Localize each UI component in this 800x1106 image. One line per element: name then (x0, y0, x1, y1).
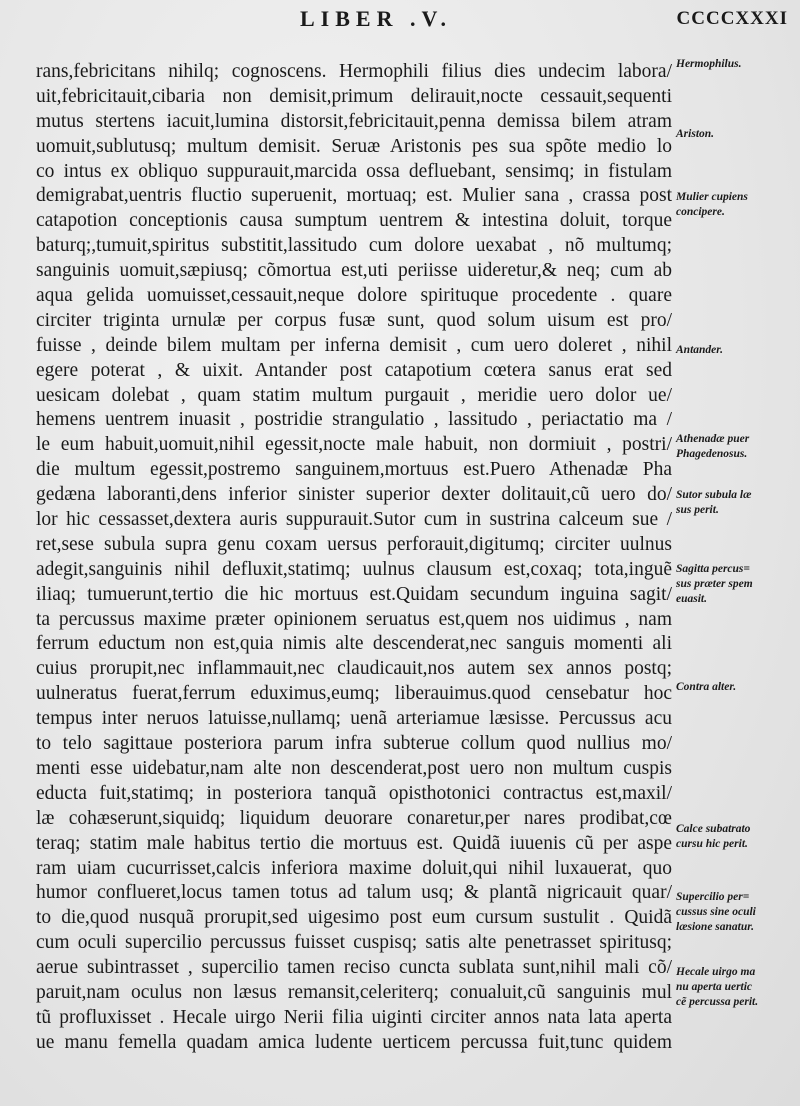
text-line: cum oculi supercilio percussus fuisset cuspisq; satis alte penetrasset spiritusq; (36, 932, 672, 954)
margin-note-line: Calce subatrato (676, 823, 751, 835)
text-line: læ cohæserunt,siquidq; liquidum deuorare conaretur,per nares prodibat,cœ (36, 807, 672, 829)
text-line: iliaq; tumuerunt,tertio die hic mortuus est.Quidam secundum inguina sagit/ (36, 583, 672, 605)
text-line: egere poterat , & uixit. Antander post catapotium cœtera sanus erat sed (36, 359, 672, 381)
text-line: humor conflueret,locus tamen totus ad talum usq; & plantã nigricauit quar/ (36, 882, 672, 904)
text-line: ta percussus maxime præter opinionem seruatus est,quem nos uidimus , nam (36, 608, 672, 630)
text-line: uit,febricitauit,cibaria non demisit,primum delirauit,nocte cessauit,sequenti (36, 85, 672, 107)
margin-note-line: cussus sine oculi (676, 906, 756, 918)
text-line: uulneratus fuerat,ferrum eduximus,eumq; liberauimus.quod censebatur hoc (36, 683, 672, 705)
margin-note-line: cursu hic perit. (676, 838, 748, 850)
margin-note-line: Contra alter. (676, 681, 737, 693)
running-title: LIBER .V. (300, 6, 453, 31)
text-line: ram uiam cucurrisset,calcis inferiora maxime doluit,qui nihil luxauerat, quo (36, 857, 672, 879)
margin-note-line: Supercilio per= (676, 891, 750, 903)
margin-note (676, 190, 798, 220)
margin-note (676, 432, 798, 462)
margin-note (676, 343, 798, 358)
margin-note-line: sus præter spem (676, 578, 753, 590)
text-line: fuisse , deinde bilem multam per inferna demisit , cum uero doleret , nihil (36, 334, 672, 356)
text-line: demigrabat,uentris fluctio superuenit, mortuaq; est. Mulier sana , crassa post (36, 185, 672, 207)
text-line: adegit,sanguinis nihil defluxit,statimq; uulnus clausum est,coxaq; tota,inguẽ (36, 558, 672, 580)
margin-note-line: Phagedenosus. (676, 448, 748, 460)
margin-note-line: Hermophilus. (676, 58, 742, 70)
text-line: lor hic cessasset,dextera auris suppurauit.Sutor cum in sustrina calceum sue / (36, 509, 672, 531)
text-line: to telo sagittaue posteriora parum infra subterue collum quod nullius mo/ (36, 733, 672, 755)
text-line: hemens uentrem inuasit , postridie strangulatio , lassitudo , periactatio ma / (36, 409, 672, 431)
margin-note (676, 890, 798, 935)
text-line: aqua gelida uomuisset,cessauit,neque dolore spirituque procedente . quare (36, 285, 672, 307)
margin-note-line: concipere. (676, 206, 725, 218)
margin-note-line: Sagitta percus= (676, 563, 750, 575)
margin-note (676, 488, 798, 518)
page-header (0, 4, 800, 34)
margin-note-line: Athenadæ puer (676, 433, 750, 445)
text-line: ret,sese subula supra genu coxam uersus perforauit,digitumq; circiter uulnus (36, 533, 672, 555)
text-line: ue manu femella quadam amica ludente uerticem percussa fuit,tunc quidem (36, 1031, 672, 1053)
margin-note (676, 127, 798, 142)
text-line: ferrum eductum non est,quia nimis alte descenderat,nec sanguis momenti ali (36, 633, 672, 655)
text-line: uesicam dolebat , quam statim multum purgauit , meridie uero dolor ue/ (36, 384, 672, 406)
text-line: rans,febricitans nihilq; cognoscens. Hermophili filius dies undecim labora/ (36, 61, 672, 82)
margin-note-line: Sutor subula læ (676, 489, 752, 501)
text-line: teraq; statim male habitus tertio die mortuus est. Quidã iuuenis cũ per aspe (36, 832, 672, 854)
margin-note-line: Ariston. (676, 128, 715, 140)
text-line: die multum egessit,postremo sanguinem,mortuus est.Puero Athenadæ Pha (36, 459, 672, 481)
margin-note (676, 680, 798, 695)
margin-note (676, 965, 798, 1010)
margin-note-line: læsione sanatur. (676, 921, 754, 933)
text-line: to die,quod nusquã prorupit,sed uigesimo post eum cursum sustulit . Quidã (36, 907, 672, 929)
text-line: gedæna laboranti,dens inferior sinister superior dexter dolitauit,cũ uero do/ (36, 484, 672, 506)
margin-note-line: euasit. (676, 593, 707, 605)
text-line: uomuit,sublutusq; multum demisit. Seruæ Aristonis pes sua spõte medio lo (36, 135, 672, 157)
text-line: circiter triginta urnulæ per corpus fusæ sunt, quod solum uisum est pro/ (36, 309, 672, 331)
margin-note-line: Antander. (676, 344, 723, 356)
margin-note-line: nu aperta uertic (676, 981, 753, 993)
text-line: tũ profluxisset . Hecale uirgo Nerii filia uiginti circiter annos nata lata aperta (36, 1006, 672, 1028)
margin-note (676, 562, 798, 607)
text-line: le eum habuit,uomuit,nihil egessit,nocte male habuit, non dormiuit , postri/ (36, 434, 672, 456)
text-line: baturq;,tumuit,spiritus substitit,lassitudo cum dolore uexabat , nõ multumq; (36, 235, 672, 257)
text-line: catapotion conceptionis causa sumptum uentrem & intestina doluit, torque (36, 210, 672, 232)
text-line: aerue subintrasset , supercilio tamen reciso cuncta sublata sunt,nihil mali cõ/ (36, 957, 672, 979)
text-line: educta fuit,statimq; in posteriora tanquã opisthotonici contractus est,maxil/ (36, 782, 672, 804)
text-line: paruit,nam oculus non læsus remansit,celeriterq; conualuit,cũ sanguinis mul (36, 981, 672, 1003)
text-line: mutus stertens iacuit,lumina distorsit,febricitauit,penna demissa bilem atram (36, 110, 672, 132)
margin-note-line: Mulier cupiens (676, 191, 748, 203)
folio-number: CCCCXXXI (676, 8, 788, 29)
margin-note-line: sus perit. (676, 504, 719, 516)
main-text-block (36, 60, 672, 1056)
text-line: tempus inter neruos latuisse,nullamq; uenã arteriamue læsisse. Percussus acu (36, 708, 672, 730)
margin-note-line: cẽ percussa perit. (676, 996, 759, 1008)
text-line: sanguinis uomuit,sæpiusq; cõmortua est,uti periisse uideretur,& neq; cum ab (36, 260, 672, 282)
margin-note-line: Hecale uirgo ma (676, 966, 756, 978)
text-line: cuius prorupit,nec inflammauit,nec claudicauit,nos autem sex annos postq; (36, 658, 672, 680)
margin-note (676, 57, 798, 72)
margin-note (676, 822, 798, 852)
text-line: co intus ex obliquo suppurauit,marcida ossa defluebant, sensimq; in fistulam (36, 160, 672, 182)
text-line: menti esse uidebatur,nam alte non descenderat,post uero non multum cuspis (36, 757, 672, 779)
